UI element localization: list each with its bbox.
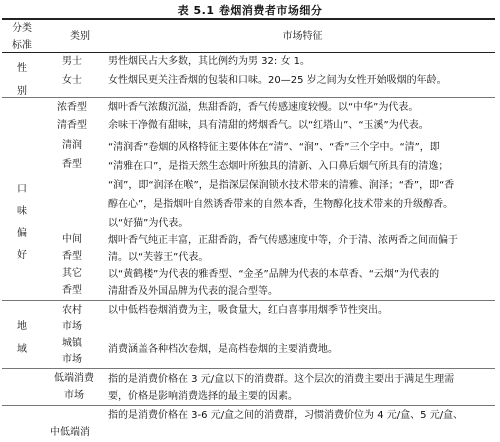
- group-taste-line1: 口: [17, 184, 27, 195]
- row-medium-line-2: 清。以“芙蓉王”代表。: [108, 252, 209, 263]
- row-female-text: 女性烟民更关注香烟的包装和口味。20—25 岁之间为女性开始吸烟的年龄。: [108, 75, 447, 86]
- row-moist-line-2: “清雅在口”，是指天然生态烟叶所独具的清新、入口鼻后烟气所具有的清逸；: [108, 161, 449, 172]
- header-classification-line1: 分类: [12, 23, 32, 34]
- row-strong-text: 烟叶香气浓馥沉溢，焦甜香韵，香气传感速度较慢。以“中华”为代表。: [108, 102, 419, 113]
- row-mid-low-text: 指的是消费价格在 3-6 元/盒之间的消费群，习惯消费价位为 4 元/盒、5 元/盒、: [108, 410, 464, 421]
- row-moist-category: [62, 139, 82, 171]
- row-moist-line-1: “清润香”卷烟的风格特征主要体体在“清”、“润”、“香”三个字中。“清”，即: [108, 142, 440, 153]
- row-medium-line-1: 烟叶香气纯正丰富，正甜香韵，香气传感速度中等，介于清、浓两香之间而偏于: [108, 235, 458, 246]
- row-urban-text: 消费涵盖各种档次卷烟，是高档卷烟的主要消费地。: [108, 344, 338, 355]
- row-low-end-line-1: 指的是消费价格在 3 元/盒以下的消费群。这个层次的消费主要出于满足生理需: [108, 374, 455, 385]
- row-low-end-category-line1: 低端消费: [54, 373, 94, 384]
- header-market-features: 市场特征: [282, 31, 323, 42]
- row-other-text: [108, 266, 439, 300]
- row-medium-text: [108, 232, 458, 266]
- row-moist-line-5: 以“好猫”为代表。: [108, 218, 189, 229]
- row-urban-category: [62, 337, 82, 366]
- group-gender-line1: 性: [17, 63, 27, 74]
- row-low-end-line-2: 要，价格是影响消费选择的最主要的因素。: [108, 391, 298, 402]
- divider-price-rows: [2, 405, 495, 406]
- row-rural-text: 以中低档卷烟消费为主，吸食量大，红白喜事用烟季节性突出。: [108, 305, 388, 316]
- group-region-line2: 域: [17, 344, 27, 355]
- row-fresh-category: 清香型: [57, 120, 87, 131]
- row-rural-category: [62, 304, 82, 333]
- row-other-category-line2: 香型: [62, 285, 82, 296]
- row-fresh-text: 余味干净微有甜味，具有清甜的烤烟香气。以“红塔山”、“玉溪”为代表。: [108, 120, 429, 131]
- row-medium-category: [62, 233, 82, 263]
- row-other-line-1: 以“黄鹤楼”为代表的雅香型、“金圣”品牌为代表的本草香、“云烟”为代表的: [108, 269, 440, 280]
- header-classification: [4, 22, 40, 52]
- header-rule: [2, 52, 495, 53]
- row-urban-category-line2: 市场: [62, 354, 82, 365]
- top-rule: [2, 18, 495, 20]
- group-region: [8, 320, 36, 356]
- group-region-line1: 地: [17, 321, 27, 332]
- group-taste-line3: 偏: [17, 228, 27, 239]
- row-male-category: 男士: [62, 56, 82, 67]
- group-gender-line2: 别: [17, 86, 27, 97]
- group-taste-line2: 味: [17, 206, 27, 217]
- row-low-end-category-line2: 市场: [64, 390, 84, 401]
- row-medium-category-line1: 中间: [62, 234, 82, 245]
- table-title: 表 5.1 卷烟消费者市场细分: [177, 4, 323, 17]
- row-moist-category-line2: 香型: [62, 159, 82, 170]
- row-other-category: [62, 267, 82, 297]
- divider-region-price: [2, 368, 495, 369]
- row-female-category: 女士: [62, 75, 82, 86]
- group-taste-line4: 好: [17, 250, 27, 261]
- row-other-line-2: 清甜香及外国品牌为代表的混合型等。: [108, 286, 278, 297]
- header-category: 类别: [70, 31, 90, 42]
- row-male-text: 男性烟民占大多数，其比例约为男 32: 女 1。: [108, 56, 310, 67]
- row-mid-low-category: 中低端消: [50, 427, 90, 438]
- row-strong-category: 浓香型: [57, 102, 87, 113]
- divider-taste-region: [2, 300, 495, 301]
- row-moist-text: [108, 138, 454, 233]
- row-other-category-line1: 其它: [62, 268, 82, 279]
- row-rural-category-line1: 农村: [62, 305, 82, 316]
- row-moist-line-3: “润”，即“润泽在喉”，是指深层保润锁水技术带来的清雅、润泽；“香”，即“香: [108, 180, 455, 191]
- row-low-end-category: [54, 372, 94, 402]
- row-rural-category-line2: 市场: [62, 321, 82, 332]
- header-classification-line2: 标准: [12, 40, 32, 51]
- row-low-end-text: [108, 371, 454, 405]
- row-urban-category-line1: 城镇: [62, 338, 82, 349]
- divider-gender-taste: [2, 97, 495, 98]
- row-medium-category-line2: 香型: [62, 251, 82, 262]
- row-moist-category-line1: 清润: [62, 140, 82, 151]
- group-taste: [8, 183, 36, 262]
- group-gender: [8, 62, 36, 98]
- row-moist-line-4: 醇在心”，是指烟叶自然诱香带来的自然本香，生物醇化技术带来的升级醇香。: [108, 199, 454, 210]
